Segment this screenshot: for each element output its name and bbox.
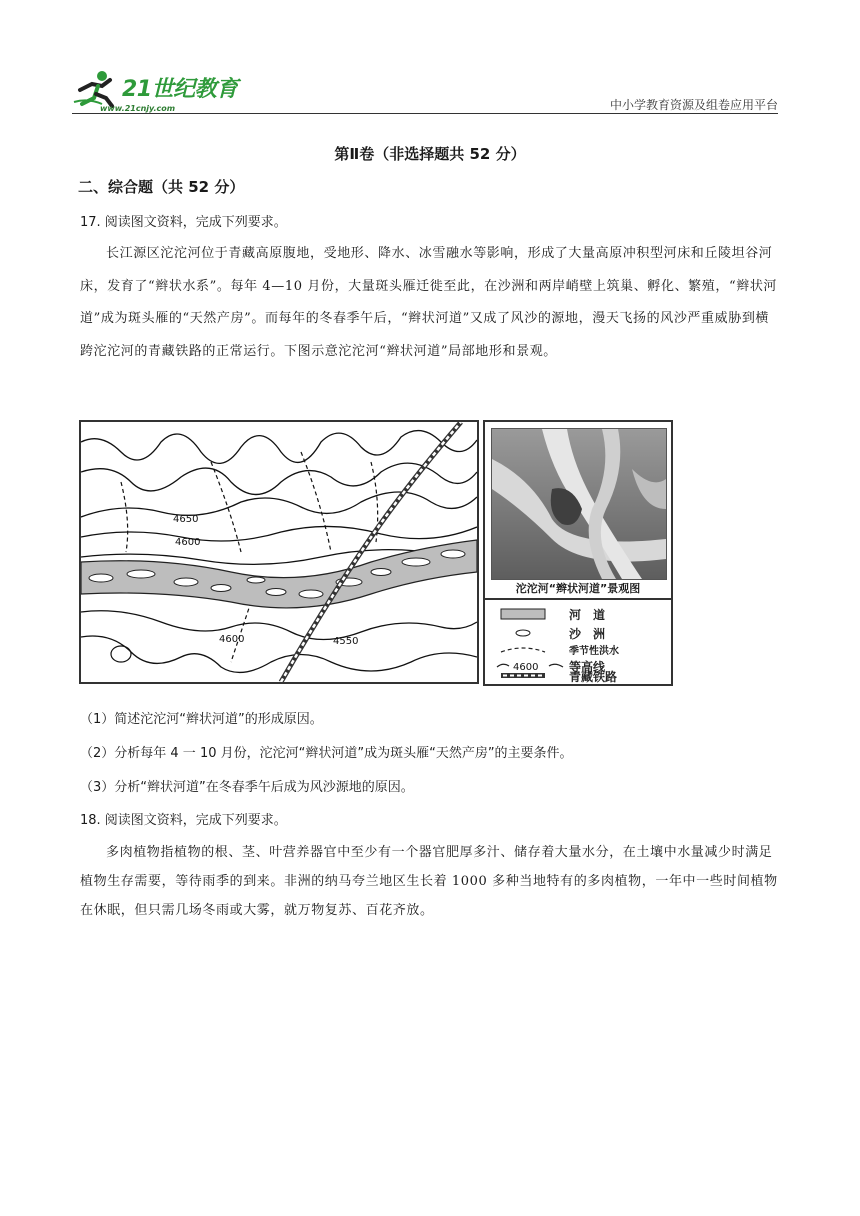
contour-label: 4600: [175, 537, 201, 548]
contour-label: 4600: [219, 634, 245, 645]
legend-label: 青藏铁路: [569, 670, 618, 684]
legend-label: 沙 洲: [569, 627, 606, 641]
section-title: 第Ⅱ卷（非选择题共 52 分）: [334, 145, 526, 163]
legend-item-sandbar: [495, 625, 665, 641]
question-18-stem: 18. 阅读图文资料，完成下列要求。: [80, 813, 287, 828]
contour-value: 4600: [513, 662, 539, 673]
contour-map-drawing: [81, 422, 477, 682]
contour-map: [79, 420, 479, 684]
legend-label: 河 道: [569, 608, 606, 622]
runner-logo-icon: [72, 68, 122, 108]
contour-label: 4650: [173, 514, 199, 525]
legend-label: 等高线: [569, 660, 606, 674]
photo-caption: 沱沱河“辫状河道”景观图: [515, 582, 641, 595]
photo-and-legend: [483, 420, 673, 686]
part-title: 二、综合题（共 52 分）: [78, 178, 245, 196]
contour-label: 4550: [333, 636, 359, 647]
question-17-passage: 长江源区沱沱河位于青藏高原腹地，受地形、降水、冰雪融水等影响，形成了大量高原冲积型河床和丘陵坦谷河床，发育了“辫状水系”。每年 4—10 月份，大量斑头雁迁徙至此，在沙洲和两岸峭壁上筑巢、孵化、繁殖，“辫状河道”成为斑头雁的“天然产房”。而每年的冬春季午后，“辫状河道”又成了风沙的源地，漫天飞扬的风沙严重威胁到横跨沱沱河的青藏铁路的正常运行。下图示意沱沱河“辫状河道”局部地形和景观。: [80, 246, 778, 359]
legend-item-seasonal-flood: [495, 642, 665, 658]
platform-name: 中小学教育资源及组卷应用平台: [609, 98, 778, 112]
legend-label: 季节性洪水: [569, 646, 619, 657]
legend-divider: [485, 598, 671, 600]
sub-question-3: （3）分析“辫状河道”在冬春季午后成为风沙源地的原因。: [80, 780, 414, 795]
legend-item-railway: [495, 668, 665, 684]
sub-question-1: （1）简述沱沱河“辫状河道”的形成原因。: [80, 712, 323, 727]
logo-url: www.21cnjy.com: [100, 104, 176, 113]
legend-item-river-channel: [495, 606, 665, 622]
header-divider: [72, 113, 778, 114]
railway-icon: [497, 668, 557, 684]
logo-text: 21世纪教育: [122, 77, 238, 102]
seasonal-flood-icon: [497, 642, 557, 658]
sub-question-2: （2）分析每年 4 一 10 月份，沱沱河“辫状河道”成为斑头雁“天然产房”的主要条件。: [80, 746, 573, 761]
logo: [72, 66, 242, 112]
river-channel-icon: [497, 606, 557, 622]
page-header: [72, 62, 778, 114]
sandbar-icon: [497, 625, 557, 641]
question-17-stem: 17. 阅读图文资料，完成下列要求。: [80, 215, 287, 230]
braided-river-photo: [491, 428, 667, 580]
question-18-passage: 多肉植物指植物的根、茎、叶营养器官中至少有一个器官肥厚多汁、储存着大量水分，在土壤中水量减少时满足植物生存需要，等待雨季的到来。非洲的纳马夸兰地区生长着 1000 多种当地特有的多肉植物，一年中一些时间植物在休眠，但只需几场冬雨或大雾，就万物复苏、百花齐放。: [80, 845, 778, 918]
